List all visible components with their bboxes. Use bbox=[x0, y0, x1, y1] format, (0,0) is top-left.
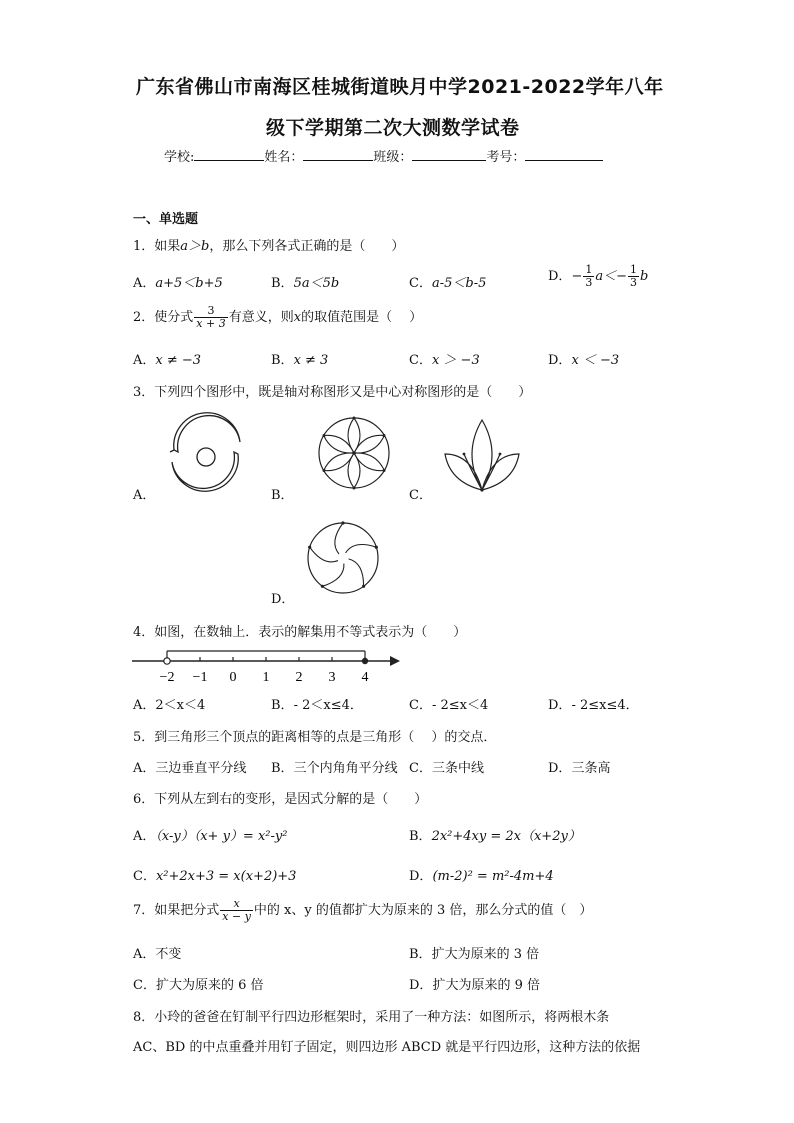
q8-stem-line1: 8．小玲的爸爸在钉制平行四边形框架时，采用了一种方法：如图所示，将两根木条 bbox=[133, 1010, 610, 1025]
option-minus: − bbox=[571, 269, 583, 284]
six-petal-flower-figure bbox=[317, 416, 391, 490]
q7-stem bbox=[133, 898, 592, 923]
option-label: C． bbox=[133, 978, 156, 993]
q5-stem: 5．到三角形三个顶点的距离相等的点是三角形（ ）的交点． bbox=[133, 730, 497, 745]
q7-option-b[interactable] bbox=[409, 943, 539, 962]
q3-option-c[interactable] bbox=[409, 484, 432, 503]
option-label: C． bbox=[409, 761, 432, 776]
option-label: D． bbox=[271, 592, 295, 607]
option-label: B． bbox=[271, 488, 294, 503]
option-text: 扩大为原来的 6 倍 bbox=[155, 978, 264, 993]
option-text: x²+2x+3 = x(x+2)+3 bbox=[155, 869, 297, 884]
number-line bbox=[132, 646, 402, 690]
q4-stem: 4．如图，在数轴上．表示的解集用不等式表示为（ ） bbox=[133, 625, 467, 640]
option-text: 扩大为原来的 9 倍 bbox=[432, 978, 540, 993]
option-label: C． bbox=[409, 488, 432, 503]
option-text: x ＞ −3 bbox=[431, 353, 480, 368]
q1-option-a[interactable] bbox=[133, 272, 223, 291]
option-text: 三边垂直平分线 bbox=[155, 761, 247, 776]
option-label: D． bbox=[548, 761, 572, 776]
q7-stem-text-a: 7．如果把分式 bbox=[133, 903, 220, 918]
q6-option-a[interactable] bbox=[133, 825, 287, 844]
exam-title-line1: 广东省佛山市南海区桂城街道映月中学2021-2022学年八年 bbox=[136, 76, 664, 98]
option-mid: a＜− bbox=[595, 269, 627, 284]
pinwheel-circle-figure bbox=[305, 520, 381, 596]
q3-stem: 3．下列四个图形中，既是轴对称图形又是中心对称图形的是（ ） bbox=[133, 385, 532, 400]
section-title: 一、单选题 bbox=[133, 212, 199, 227]
q4-option-a[interactable] bbox=[133, 694, 205, 713]
option-label: B． bbox=[409, 947, 432, 962]
q4-option-d[interactable] bbox=[548, 694, 639, 713]
option-label: D． bbox=[409, 869, 433, 884]
q7-option-d[interactable] bbox=[409, 974, 540, 993]
axis-tick-label: −2 bbox=[159, 670, 175, 685]
q1-option-b[interactable] bbox=[271, 272, 339, 291]
q3-option-b[interactable] bbox=[271, 484, 294, 503]
option-text: a+5＜b+5 bbox=[155, 276, 223, 291]
q4-option-c[interactable] bbox=[409, 694, 488, 713]
option-text: 三个内角角平分线 bbox=[293, 761, 398, 776]
q6-option-c[interactable] bbox=[133, 865, 296, 884]
q1-option-d[interactable] bbox=[548, 264, 648, 289]
q5-option-a[interactable] bbox=[133, 757, 246, 776]
option-label: A． bbox=[133, 488, 156, 503]
option-post: b bbox=[640, 269, 649, 284]
q3-option-d[interactable] bbox=[271, 588, 294, 607]
q1-stem-text-a: 1．如果 bbox=[133, 239, 181, 254]
class-field[interactable] bbox=[412, 148, 486, 161]
axis-tick-label: 3 bbox=[328, 670, 336, 685]
axis-tick-label: 4 bbox=[361, 670, 369, 685]
option-label: A． bbox=[133, 353, 156, 368]
q2-stem-text-b: 有意义，则 bbox=[228, 310, 294, 325]
option-text: 扩大为原来的 3 倍 bbox=[431, 947, 540, 962]
option-text: （x-y）（x+ y）= x²-y² bbox=[155, 829, 288, 844]
option-text: - 2≤x≤4． bbox=[571, 698, 639, 713]
crescent-swirl-figure bbox=[166, 412, 246, 492]
axis-tick-label: −1 bbox=[192, 670, 208, 685]
option-label: D． bbox=[409, 978, 433, 993]
school-field[interactable] bbox=[194, 148, 264, 161]
option-text: 三条高 bbox=[571, 761, 611, 776]
class-label: 班级： bbox=[373, 150, 413, 165]
option-text: x ≠ −3 bbox=[155, 353, 202, 368]
q8-stem-line2: AC、BD 的中点重叠并用钉子固定，则四边形 ABCD 就是平行四边形，这种方法的依据 bbox=[133, 1040, 641, 1055]
option-label: B． bbox=[409, 829, 432, 844]
option-label: B． bbox=[271, 276, 294, 291]
q2-var: x bbox=[293, 310, 302, 325]
open-endpoint bbox=[164, 658, 170, 664]
q2-option-d[interactable] bbox=[548, 349, 619, 368]
option-text: 5a＜5b bbox=[293, 276, 340, 291]
name-field[interactable] bbox=[303, 148, 373, 161]
option-label: A． bbox=[133, 829, 156, 844]
closed-endpoint bbox=[362, 658, 368, 664]
q5-option-c[interactable] bbox=[409, 757, 484, 776]
option-text: (m-2)² = m²-4m+4 bbox=[432, 869, 554, 884]
option-label: A． bbox=[133, 276, 156, 291]
q1-stem-text-b: ，那么下列各式正确的是（ ） bbox=[209, 239, 405, 254]
name-label: 姓名： bbox=[264, 150, 304, 165]
q7-option-a[interactable] bbox=[133, 943, 181, 962]
axis-tick-label: 2 bbox=[295, 670, 303, 685]
q7-option-c[interactable] bbox=[133, 974, 264, 993]
option-label: A． bbox=[133, 947, 156, 962]
option-label: B． bbox=[271, 353, 294, 368]
option-text: - 2＜x≤4． bbox=[293, 698, 363, 713]
q6-stem: 6．下列从左到右的变形，是因式分解的是（ ） bbox=[133, 792, 428, 807]
q4-option-b[interactable] bbox=[271, 694, 363, 713]
q1-condition: a＞b bbox=[180, 239, 210, 254]
q5-option-d[interactable] bbox=[548, 757, 610, 776]
q2-stem-text-a: 2．使分式 bbox=[133, 310, 194, 325]
option-label: B． bbox=[271, 698, 294, 713]
option-text: x ＜ −3 bbox=[571, 353, 620, 368]
option-text: 2＜x＜4 bbox=[155, 698, 206, 713]
option-text: 不变 bbox=[155, 947, 182, 962]
axis-arrow-icon bbox=[390, 656, 400, 666]
student-info-row bbox=[164, 146, 603, 165]
q1-option-c[interactable] bbox=[409, 272, 486, 291]
option-text: 2x²+4xy = 2x（x+2y） bbox=[431, 829, 581, 844]
q2-option-c[interactable] bbox=[409, 349, 480, 368]
q3-option-a[interactable] bbox=[133, 484, 155, 503]
option-label: A． bbox=[133, 761, 156, 776]
option-text: - 2≤x＜4 bbox=[431, 698, 489, 713]
option-label: C． bbox=[409, 276, 432, 291]
q7-fraction: $\frac{x}{x - y}$ bbox=[222, 897, 251, 923]
q5-option-b[interactable] bbox=[271, 757, 398, 776]
option-label: D． bbox=[548, 353, 572, 368]
option-label: D． bbox=[548, 698, 572, 713]
axis-tick-label: 1 bbox=[262, 670, 270, 685]
fraction-one-third: $\frac{1}{3}$ bbox=[585, 263, 593, 289]
q2-stem-text-c: 的取值范围是（ ） bbox=[301, 310, 423, 325]
option-label: C． bbox=[409, 698, 432, 713]
q2-fraction: $\frac{3}{x + 3}$ bbox=[196, 304, 226, 330]
option-text: 三条中线 bbox=[431, 761, 484, 776]
option-label: C． bbox=[133, 869, 156, 884]
fraction-one-third-2: $\frac{1}{3}$ bbox=[630, 263, 637, 289]
q2-option-b[interactable] bbox=[271, 349, 328, 368]
q1-stem bbox=[133, 235, 404, 254]
q6-option-b[interactable] bbox=[409, 825, 581, 844]
option-label: A． bbox=[133, 698, 156, 713]
option-label: B． bbox=[271, 761, 294, 776]
option-label: C． bbox=[409, 353, 432, 368]
option-label: D． bbox=[548, 269, 572, 284]
lotus-figure bbox=[442, 414, 522, 494]
axis-tick-label: 0 bbox=[229, 670, 237, 685]
option-text: a-5＜b-5 bbox=[431, 276, 487, 291]
q6-option-d[interactable] bbox=[409, 865, 554, 884]
q7-stem-text-b: 中的 x、y 的值都扩大为原来的 3 倍，那么分式的值（ ） bbox=[253, 903, 593, 918]
school-label: 学校: bbox=[164, 150, 195, 165]
exam-number-field[interactable] bbox=[525, 148, 603, 161]
q2-option-a[interactable] bbox=[133, 349, 201, 368]
option-text: x ≠ 3 bbox=[293, 353, 329, 368]
exam-title-line2: 级下学期第二次大测数学试卷 bbox=[266, 117, 520, 139]
q2-stem bbox=[133, 305, 422, 330]
exam-number-label: 考号： bbox=[486, 150, 526, 165]
